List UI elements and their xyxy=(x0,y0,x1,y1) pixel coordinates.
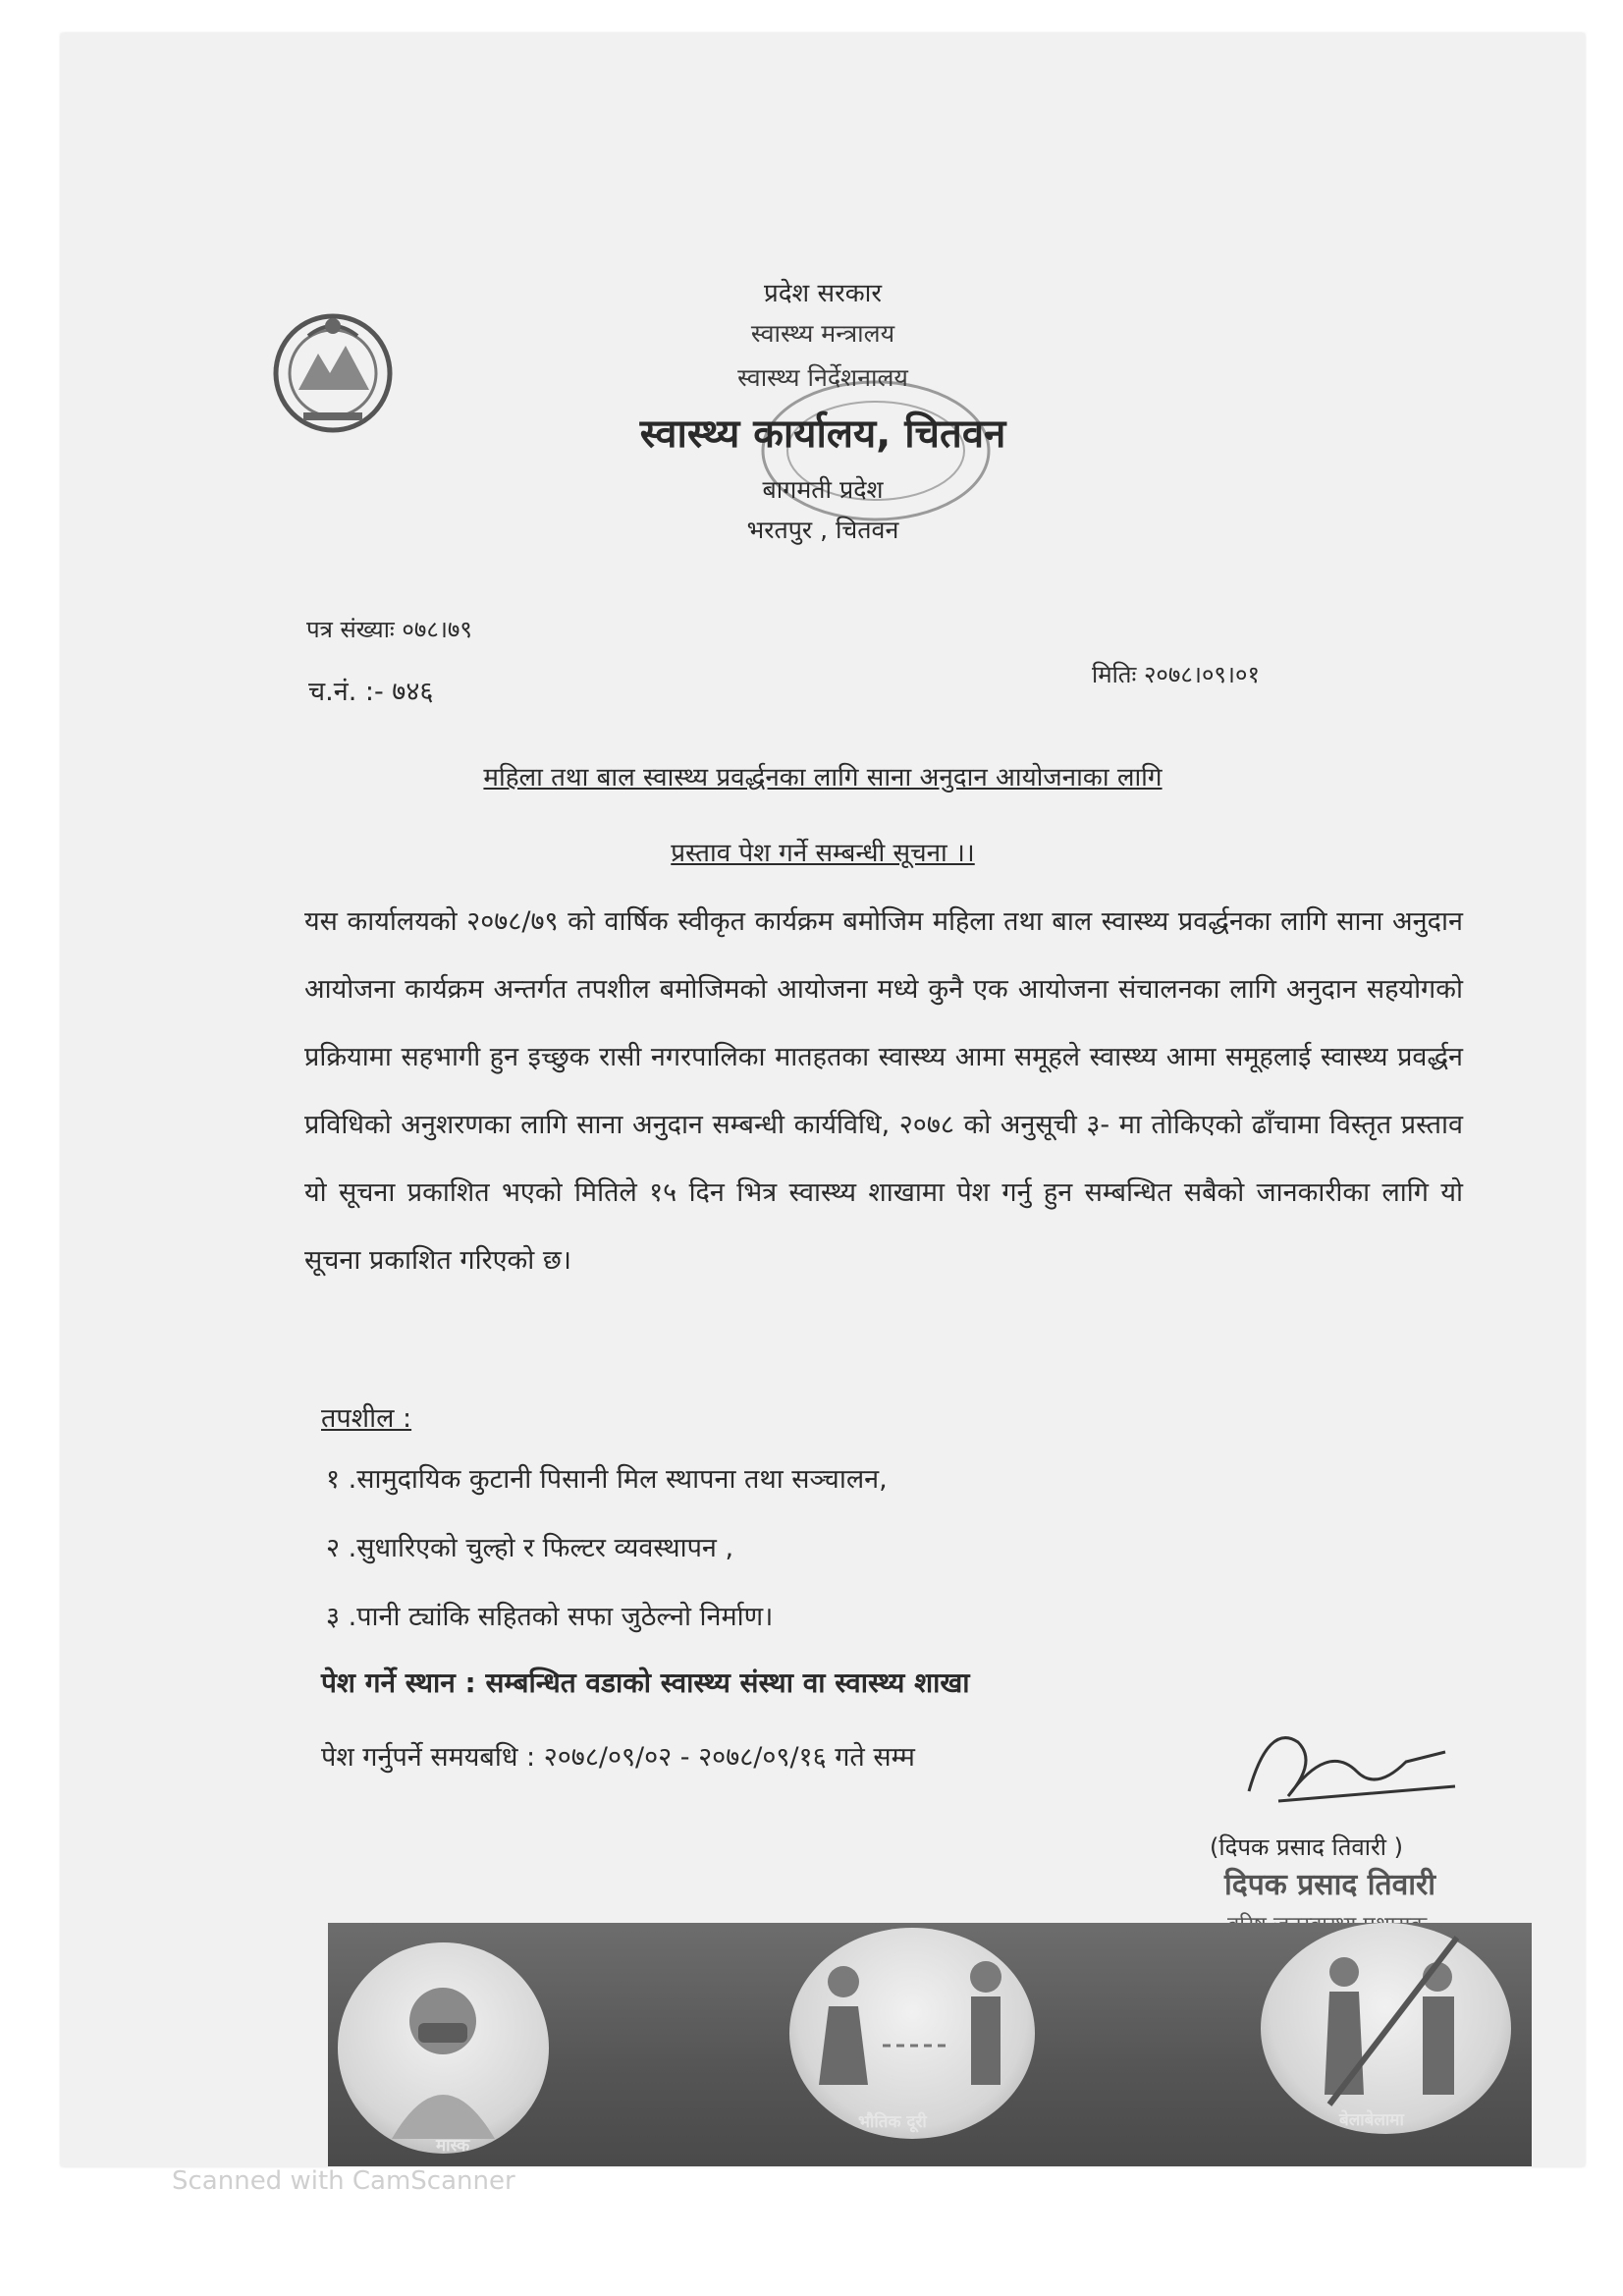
physical-distance-icon xyxy=(789,1928,1035,2139)
header-line-5: बागमती प्रदेश xyxy=(762,475,884,504)
office-title: स्वास्थ्य कार्यालय, चितवन xyxy=(639,411,1006,457)
caption-distance: भौतिक दूरी xyxy=(858,2112,927,2132)
subject-line-2: प्रस्ताव पेश गर्ने सम्बन्धी सूचना ।। xyxy=(671,839,975,868)
submit-period: पेश गर्नुपर्ने समयबधि : २०७८/०९/०२ - २०७८/०९/१६ गते सम्म xyxy=(321,1742,915,1773)
header-line-1: प्रदेश सरकार xyxy=(763,279,883,308)
chalani-number: च.नं. :- ७४६ xyxy=(308,677,434,707)
list-item-2: २ .सुधारिएको चुल्हो र फिल्टर व्यवस्थापन , xyxy=(326,1533,734,1563)
mask-person-icon xyxy=(338,1942,549,2154)
signer-stamp-name: दिपक प्रसाद तिवारी xyxy=(1224,1868,1436,1902)
list-item-1: १ .सामुदायिक कुटानी पिसानी मिल स्थापना तथा सञ्चालन, xyxy=(326,1464,888,1495)
signer-name: (दिपक प्रसाद तिवारी ) xyxy=(1210,1833,1403,1861)
header-line-2: स्वास्थ्य मन्त्रालय xyxy=(750,319,895,348)
date: मितिः २०७८।०९।०१ xyxy=(1092,661,1260,688)
handshake-circle xyxy=(1261,1923,1511,2134)
no-handshake-icon xyxy=(1261,1923,1511,2134)
patra-sankhya: पत्र संख्याः ०७८।७९ xyxy=(306,616,472,643)
header-line-3: स्वास्थ्य निर्देशनालय xyxy=(737,363,908,392)
letter-page xyxy=(61,33,1585,2166)
notice-body: यस कार्यालयको २०७८/७९ को वार्षिक स्वीकृत कार्यक्रम बमोजिम महिला तथा बाल स्वास्थ्य प्रवर्द्धनका लागि साना अनुदान आयोजना कार्यक्रम अन्तर्गत तपशील बमोजिमको आयोजना मध्ये कुनै एक आयोजना संचालनका लागि अनुदान सहयोगको प्रक्रियामा सहभागी हुन इच्छुक रासी नगरपालिका मातहतका स्वास्थ्य आमा समूहले स्वास्थ्य आमा समूहलाई स्वास्थ्य प्रवर्द्धन प्रविधिको अनुशरणका लागि साना अनुदान सम्बन्धी कार्यविधि, २०७८ को अनुसूची ३- मा तोकिएको ढाँचामा विस्तृत प्रस्ताव यो सूचना प्रकाशित भएको मितिले १५ दिन भित्र स्वास्थ्य शाखामा पेश गर्नु हुन सम्बन्धित सबैको जानकारीका लागि यो सूचना प्रकाशित गरिएको छ। xyxy=(304,906,1463,1276)
tapsil-label: तपशील : xyxy=(321,1403,412,1434)
list-item-3: ३ .पानी ट्यांकि सहितको सफा जुठेल्नो निर्माण। xyxy=(326,1602,774,1632)
mask-circle xyxy=(338,1942,549,2154)
signature-icon xyxy=(1219,1703,1475,1831)
subject-line-1: महिला तथा बाल स्वास्थ्य प्रवर्द्धनका लागि साना अनुदान आयोजनाका लागि xyxy=(483,763,1163,793)
distance-circle xyxy=(789,1928,1035,2139)
health-banner xyxy=(328,1923,1532,2166)
camscanner-watermark: Scanned with CamScanner xyxy=(172,2166,515,2196)
submit-place: पेश गर्ने स्थान : सम्बन्धित वडाको स्वास्थ्य संस्था वा स्वास्थ्य शाखा xyxy=(321,1667,970,1699)
caption-handwash: बेलाबेलामा xyxy=(1339,2110,1404,2130)
header-address: भरतपुर , चितवन xyxy=(746,516,899,544)
caption-mask: मास्क xyxy=(436,2136,470,2156)
